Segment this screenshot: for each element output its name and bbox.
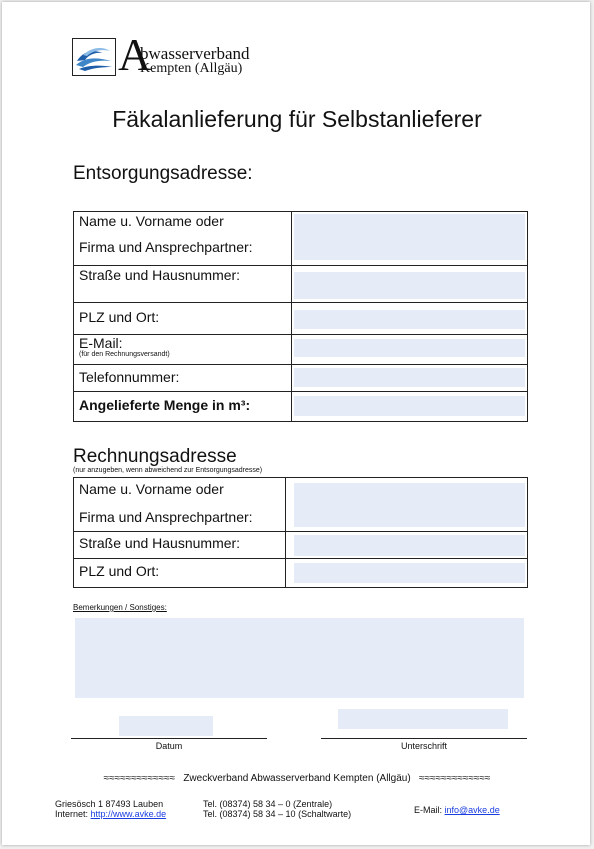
date-line — [71, 738, 267, 739]
wave-right-icon: ≈≈≈≈≈≈≈≈≈≈≈≈≈ — [419, 773, 491, 784]
disposal-amount-field[interactable] — [292, 392, 528, 422]
disposal-name-line2: Firma und Ansprechpartner: — [79, 239, 253, 255]
remarks-field[interactable] — [75, 618, 524, 698]
disposal-street-label: Straße und Hausnummer: — [74, 266, 292, 303]
website-link[interactable]: http://www.avke.de — [90, 809, 167, 819]
disposal-email-text: E-Mail: — [79, 335, 123, 351]
billing-name-line1: Name u. Vorname oder — [79, 481, 224, 497]
disposal-zip-text: PLZ und Ort: — [79, 309, 160, 325]
footer-email — [414, 805, 500, 815]
billing-name-label — [74, 478, 286, 532]
logo-text-line1: bwasserverband — [140, 44, 250, 63]
disposal-amount-text: Angelieferte Menge in m³: — [79, 397, 251, 413]
signature-field[interactable] — [338, 709, 508, 729]
billing-street-label — [74, 532, 286, 559]
signature-label: Unterschrift — [400, 741, 447, 751]
footer-address: Griesösch 1 87493 Lauben — [55, 799, 164, 809]
disposal-street-field[interactable] — [292, 266, 528, 303]
billing-name-line2: Firma und Ansprechpartner: — [79, 509, 253, 525]
page-title: Fäkalanlieferung für Selbstanlieferer — [112, 106, 482, 132]
billing-street-field[interactable] — [286, 532, 528, 559]
email-link[interactable]: info@avke.de — [444, 805, 500, 815]
logo-letter: A — [118, 29, 152, 80]
date-field[interactable] — [119, 716, 213, 736]
disposal-name-field[interactable] — [292, 212, 528, 266]
disposal-phone-text: Telefonnummer: — [79, 369, 180, 385]
footer-internet — [55, 809, 166, 819]
signature-line — [321, 738, 527, 739]
billing-zip-label — [74, 559, 286, 588]
disposal-address-table — [73, 211, 528, 422]
disposal-phone-field[interactable] — [292, 365, 528, 392]
footer-tel-control: Tel. (08374) 58 34 – 10 (Schaltwarte) — [203, 809, 352, 819]
billing-address-table — [73, 477, 528, 588]
disposal-amount-label — [74, 392, 292, 422]
disposal-email-note: (für den Rechnungsversandt) — [79, 351, 170, 358]
billing-zip-text: PLZ und Ort: — [79, 563, 160, 579]
disposal-zip-field[interactable] — [292, 303, 528, 335]
disposal-name-label — [74, 212, 292, 266]
billing-heading: Rechnungsadresse — [73, 446, 237, 467]
footer-tel-central: Tel. (08374) 58 34 – 0 (Zentrale) — [203, 799, 333, 809]
internet-label: Internet: — [55, 809, 89, 819]
disposal-name-line1: Name u. Vorname oder — [79, 213, 224, 229]
remarks-label: Bemerkungen / Sonstiges: — [73, 603, 167, 612]
footer-organization — [62, 773, 532, 784]
billing-name-field[interactable] — [286, 478, 528, 532]
wave-left-icon: ≈≈≈≈≈≈≈≈≈≈≈≈≈ — [103, 773, 175, 784]
billing-street-text: Straße und Hausnummer: — [79, 535, 241, 551]
disposal-phone-label — [74, 365, 292, 392]
logo-text-line2: Kempten (Allgäu) — [140, 61, 243, 76]
disposal-heading: Entsorgungsadresse: — [73, 163, 253, 184]
disposal-email-field[interactable] — [292, 335, 528, 365]
disposal-zip-label — [74, 303, 292, 335]
organization-name: Zweckverband Abwasserverband Kempten (Allgäu) — [183, 773, 411, 784]
billing-zip-field[interactable] — [286, 559, 528, 588]
disposal-email-label — [74, 335, 292, 365]
logo-icon — [72, 38, 116, 76]
billing-note: (nur anzugeben, wenn abweichend zur Entsorgungsadresse) — [73, 467, 263, 474]
date-label: Datum — [155, 741, 183, 751]
email-label: E-Mail: — [414, 805, 443, 815]
